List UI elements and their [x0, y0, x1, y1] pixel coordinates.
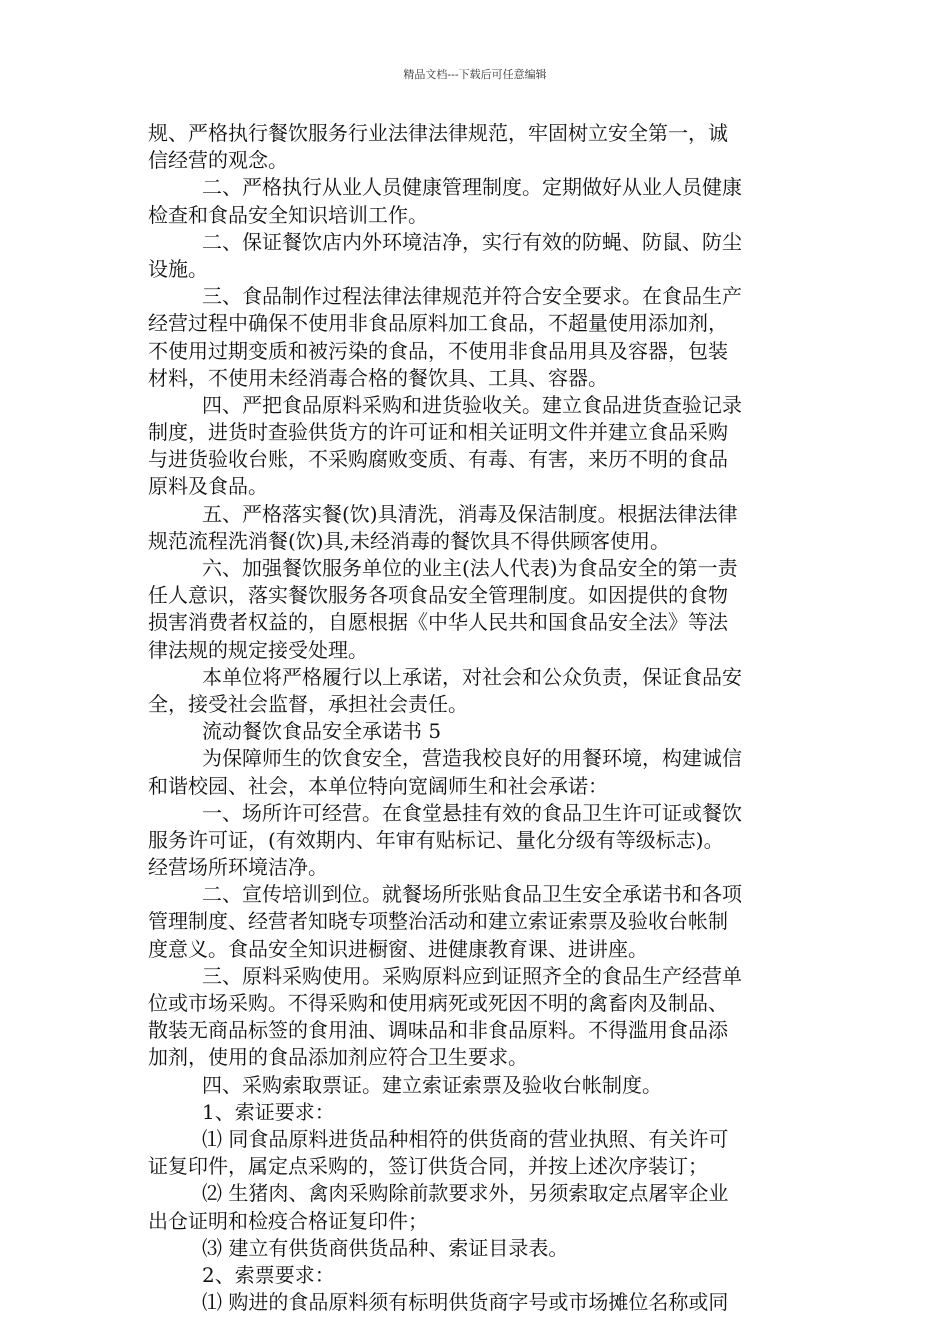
text-line: 度意义。食品安全知识进橱窗、进健康教育课、进讲座。 [148, 936, 648, 961]
text-line: 经营场所环境洁净。 [148, 855, 328, 880]
text-line: 本单位将严格履行以上承诺，对社会和公众负责，保证食品安 [202, 664, 742, 689]
text-line: 出仓证明和检疫合格证复印件； [148, 1208, 428, 1233]
text-line: 设施。 [148, 256, 208, 281]
text-line: 加剂，使用的食品添加剂应符合卫生要求。 [148, 1045, 528, 1070]
text-line: 不使用过期变质和被污染的食品，不使用非食品用具及容器，包装 [148, 338, 728, 363]
text-line: 三、食品制作过程法律法律规范并符合安全要求。在食品生产 [202, 284, 742, 309]
text-line: 原料及食品。 [148, 474, 268, 499]
text-line: 材料，不使用未经消毒合格的餐饮具、工具、容器。 [148, 365, 608, 390]
text-line: 任人意识，落实餐饮服务各项食品安全管理制度。如因提供的食物 [148, 583, 728, 608]
text-line: 二、严格执行从业人员健康管理制度。定期做好从业人员健康 [202, 175, 742, 200]
text-line: 管理制度、经营者知晓专项整治活动和建立索证索票及验收台帐制 [148, 909, 728, 934]
text-line: 二、保证餐饮店内外环境洁净，实行有效的防蝇、防鼠、防尘 [202, 229, 742, 254]
text-line: 规、严格执行餐饮服务行业法律法律规范，牢固树立安全第一，诚 [148, 121, 728, 145]
text-line: 制度，进货时查验供货方的许可证和相关证明文件并建立食品采购 [148, 420, 728, 445]
text-line: 经营过程中确保不使用非食品原料加工食品，不超量使用添加剂， [148, 311, 728, 336]
text-line: 四、采购索取票证。建立索证索票及验收台帐制度。 [202, 1072, 662, 1097]
text-line: 服务许可证，(有效期内、年审有贴标记、量化分级有等级标志)。 [148, 827, 724, 852]
text-line: 与进货验收台账，不采购腐败变质、有毒、有害，来历不明的食品 [148, 447, 728, 472]
text-line: 证复印件，属定点采购的，签订供货合同，并按上述次序装订； [148, 1154, 708, 1179]
text-line: 规范流程洗消餐(饮)具,未经消毒的餐饮具不得供顾客使用。 [148, 528, 670, 553]
text-line: 和谐校园、社会，本单位特向宽阔师生和社会承诺： [148, 773, 608, 798]
text-line: ⑶ 建立有供货商供货品种、索证目录表。 [202, 1235, 569, 1260]
text-line: ⑵ 生猪肉、禽肉采购除前款要求外，另须索取定点屠宰企业 [202, 1181, 729, 1206]
text-line: 三、原料采购使用。采购原料应到证照齐全的食品生产经营单 [202, 963, 742, 988]
text-line: 流动餐饮食品安全承诺书 5 [202, 719, 442, 744]
text-line: 六、加强餐饮服务单位的业主(法人代表)为食品安全的第一责 [202, 556, 738, 580]
text-line: 全，接受社会监督，承担社会责任。 [148, 691, 468, 716]
text-line: 五、严格落实餐(饮)具清洗，消毒及保洁制度。根据法律法律 [202, 501, 738, 526]
text-line: 2、索票要求： [202, 1262, 335, 1287]
text-line: 1、索证要求： [202, 1099, 335, 1124]
text-line: 二、宣传培训到位。就餐场所张贴食品卫生安全承诺书和各项 [202, 882, 742, 907]
text-line: 四、严把食品原料采购和进货验收关。建立食品进货查验记录 [202, 392, 742, 417]
text-line: 信经营的观念。 [148, 148, 288, 173]
text-line: 律法规的规定接受处理。 [148, 637, 368, 662]
text-line: ⑴ 同食品原料进货品种相符的供货商的营业执照、有关许可 [202, 1126, 729, 1151]
text-line: 损害消费者权益的，自愿根据《中华人民共和国食品安全法》等法 [148, 610, 728, 635]
page-header: 精品文档---下载后可任意编辑 [403, 68, 547, 81]
document-body [148, 120, 808, 1316]
text-line: ⑴ 购进的食品原料须有标明供货商字号或市场摊位名称或同 [202, 1290, 729, 1315]
text-line: 一、场所许可经营。在食堂悬挂有效的食品卫生许可证或餐饮 [202, 800, 742, 825]
text-line: 位或市场采购。不得采购和使用病死或死因不明的禽畜肉及制品、 [148, 991, 728, 1015]
text-line: 为保障师生的饮食安全，营造我校良好的用餐环境，构建诚信 [202, 746, 742, 771]
text-line: 检查和食品安全知识培训工作。 [148, 202, 428, 227]
text-line: 散装无商品标签的食用油、调味品和非食品原料。不得滥用食品添 [148, 1018, 728, 1043]
